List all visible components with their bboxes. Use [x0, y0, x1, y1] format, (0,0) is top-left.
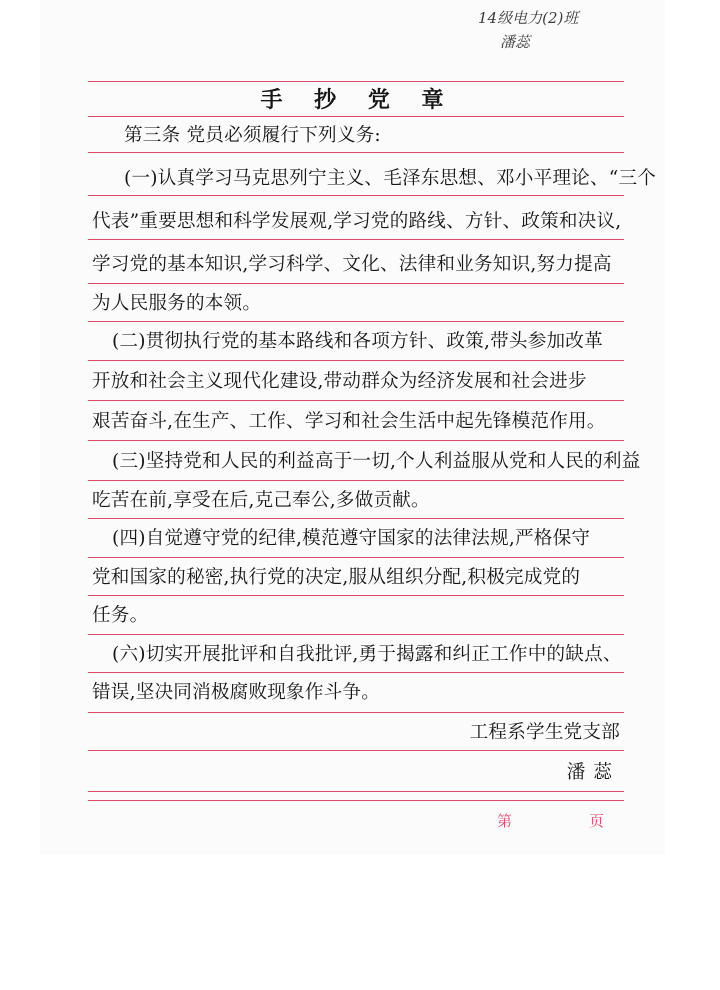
- ruled-line: [88, 400, 624, 401]
- paragraph-line: (四)自觉遵守党的纪律,模范遵守国家的法律法规,严格保守: [112, 528, 591, 549]
- ruled-line-double: [88, 800, 624, 801]
- ruled-line: [88, 595, 624, 596]
- paragraph-line: (二)贯彻执行党的基本路线和各项方针、政策,带头参加改革: [112, 331, 603, 352]
- ruled-line: [88, 116, 624, 117]
- header-note: [478, 6, 628, 54]
- page-number-suffix: 页: [589, 812, 605, 830]
- paragraph-line: 党和国家的秘密,执行党的决定,服从组织分配,积极完成党的: [92, 567, 581, 588]
- paragraph-line: (六)切实开展批评和自我批评,勇于揭露和纠正工作中的缺点、: [112, 644, 622, 665]
- ruled-line: [88, 557, 624, 558]
- signature: 潘蕊: [566, 762, 620, 783]
- paragraph-line: 吃苦在前,享受在后,克己奉公,多做贡献。: [92, 490, 430, 511]
- paragraph-line: (一)认真学习马克思列宁主义、毛泽东思想、邓小平理论、“三个: [124, 168, 657, 189]
- paragraph-line: 任务。: [92, 605, 149, 626]
- ruled-line: [88, 239, 624, 240]
- ruled-line: [88, 791, 624, 792]
- ruled-line: [88, 360, 624, 361]
- ruled-line: [88, 518, 624, 519]
- ruled-line: [88, 480, 624, 481]
- paragraph-line: 学习党的基本知识,学习科学、文化、法律和业务知识,努力提高: [92, 254, 612, 275]
- ruled-line: [88, 712, 624, 713]
- paragraph-line: 艰苦奋斗,在生产、工作、学习和社会生活中起先锋模范作用。: [92, 411, 606, 432]
- ruled-line: [88, 283, 624, 284]
- page-title: 手 抄 党 章: [260, 87, 456, 113]
- ruled-line: [88, 750, 624, 751]
- paragraph-line: 代表”重要思想和科学发展观,学习党的路线、方针、政策和决议,: [92, 211, 622, 232]
- ruled-line: [88, 195, 624, 196]
- paragraph-line: (三)坚持党和人民的利益高于一切,个人利益服从党和人民的利益: [112, 451, 641, 472]
- ruled-line: [88, 440, 624, 441]
- article-heading: 第三条 党员必须履行下列义务:: [124, 125, 381, 146]
- ruled-line: [88, 634, 624, 635]
- organization-name: 工程系学生党支部: [469, 722, 620, 743]
- ruled-line: [88, 81, 624, 82]
- header-name: 潘蕊: [500, 33, 531, 51]
- ruled-line: [88, 152, 624, 153]
- paragraph-line: 错误,坚决同消极腐败现象作斗争。: [92, 682, 381, 703]
- header-class-label: 14级电力(2)班: [478, 9, 579, 27]
- paragraph-line: 开放和社会主义现代化建设,带动群众为经济发展和社会进步: [92, 371, 587, 392]
- page-number-prefix: 第: [497, 812, 513, 830]
- ruled-line: [88, 321, 624, 322]
- paragraph-line: 为人民服务的本领。: [92, 293, 262, 314]
- ruled-line: [88, 672, 624, 673]
